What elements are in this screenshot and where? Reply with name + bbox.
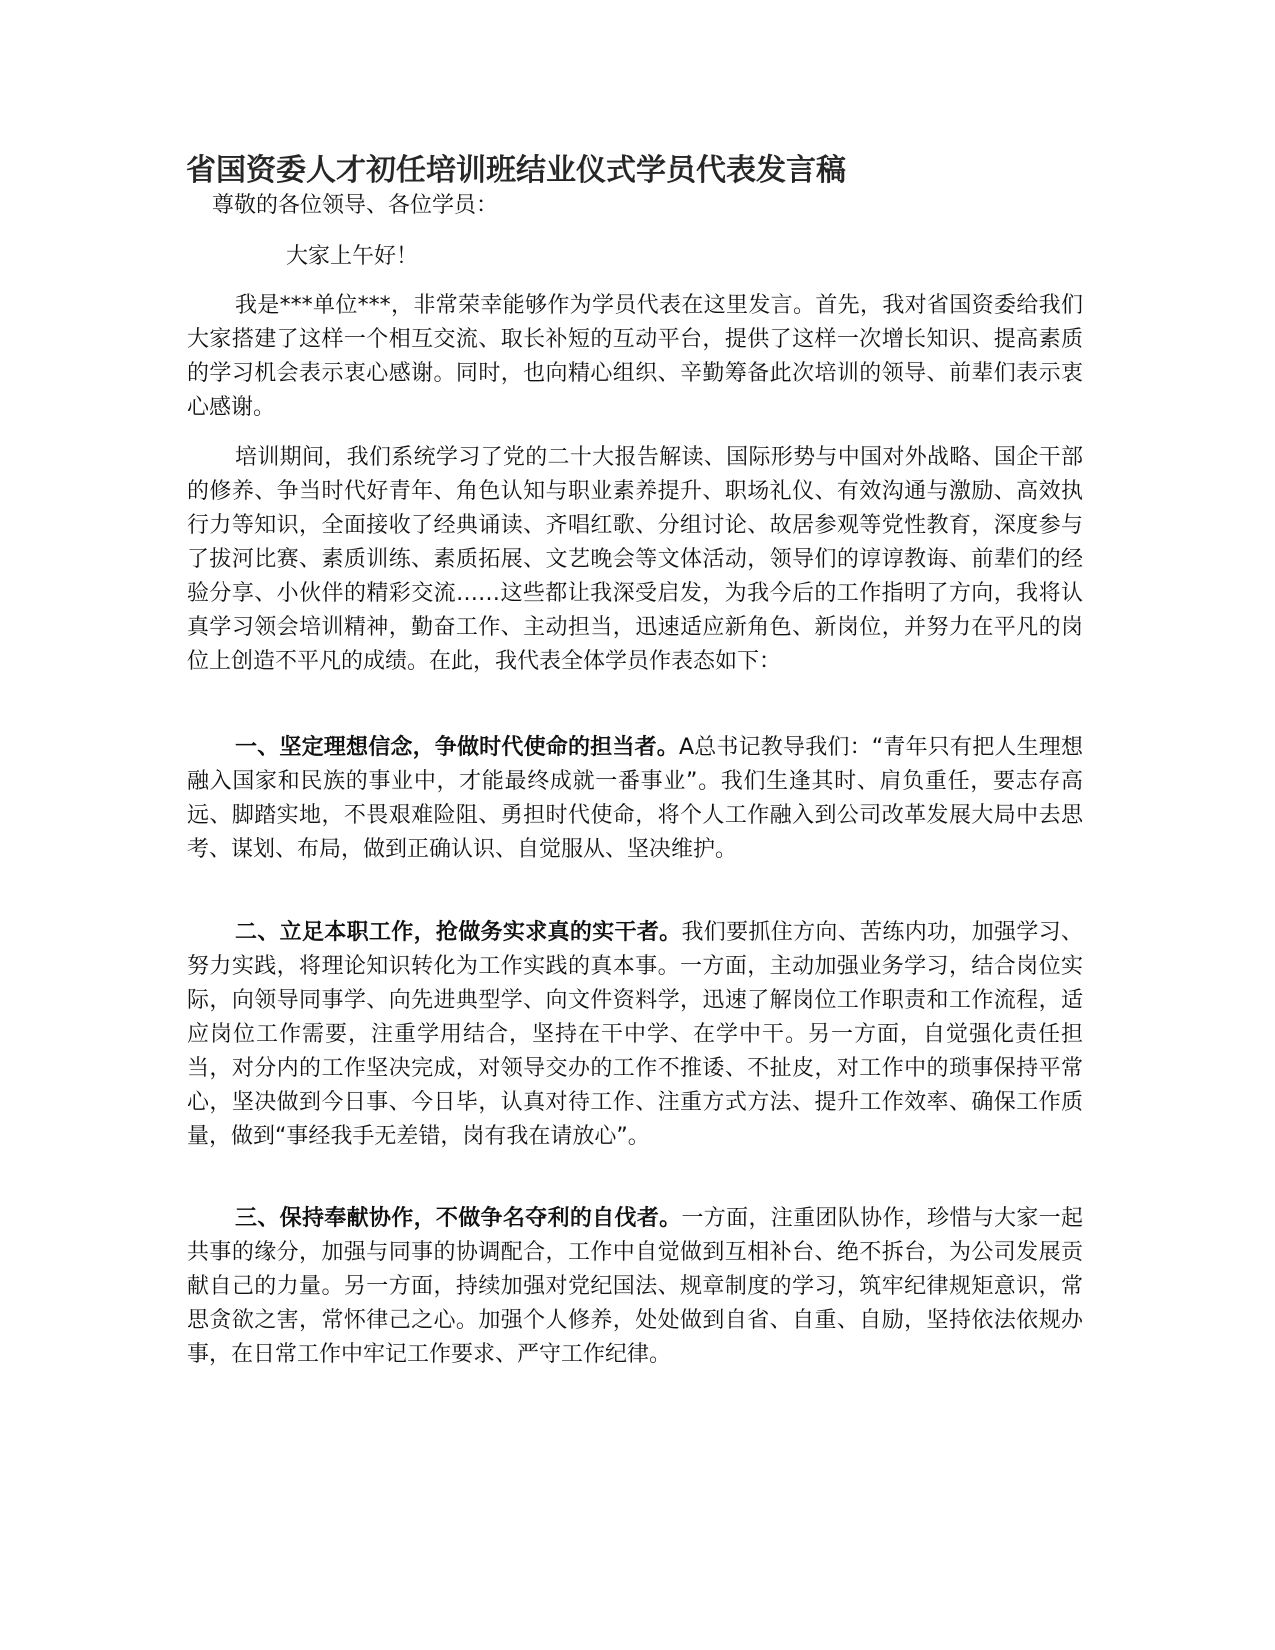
paragraph-intro xyxy=(187,289,1083,425)
paragraph-text: 培训期间，我们系统学习了党的二十大报告解读、国际形势与中国对外战略、国企干部的修养、争当时代好青年、角色认知与职业素养提升、职场礼仪、有效沟通与激励、高效执行力等知识，全面接收了经典诵读、齐唱红歌、分组讨论、故居参观等党性教育，深度参与了拔河比赛、素质训练、素质拓展、文艺晚会等文体活动，领导们的谆谆教诲、前辈们的经验分享、小伙伴的精彩交流……这些都让我深受启发，为我今后的工作指明了方向，我将认真学习领会培训精神，勤奋工作、主动担当，迅速适应新角色、新岗位，并努力在平凡的岗位上创造不平凡的成绩。在此，我代表全体学员作表态如下： xyxy=(187,445,1083,674)
paragraph-heading: 三、保持奉献协作，不做争名夺利的自伐者。 xyxy=(235,1206,682,1231)
paragraph-point-three xyxy=(187,1202,1083,1372)
paragraph-text: 我们要抓住方向、苦练内功，加强学习、努力实践，将理论知识转化为工作实践的真本事。一方面，主动加强业务学习，结合岗位实际，向领导同事学、向先进典型学、向文件资料学，迅速了解岗位工作职责和工作流程，适应岗位工作需要，注重学用结合，坚持在干中学、在学中干。另一方面，自觉强化责任担当，对分内的工作坚决完成，对领导交办的工作不推诿、不扯皮，对工作中的琐事保持平常心，坚决做到今日事、今日毕，认真对待工作、注重方式方法、提升工作效率、确保工作质量，做到“事经我手无差错，岗有我在请放心”。 xyxy=(187,920,1083,1149)
paragraph-training-summary xyxy=(187,441,1083,679)
paragraph-text: 我是***单位***，非常荣幸能够作为学员代表在这里发言。首先，我对省国资委给我们大家搭建了这样一个相互交流、取长补短的互动平台，提供了这样一次增长知识、提高素质的学习机会表示衷心感谢。同时，也向精心组织、辛勤筹备此次培训的领导、前辈们表示衷心感谢。 xyxy=(187,293,1083,420)
paragraph-point-two xyxy=(187,916,1083,1154)
greeting: 大家上午好！ xyxy=(286,244,419,269)
paragraph-text: A总书记教导我们：“青年只有把人生理想融入国家和民族的事业中，才能最终成就一番事业”。我们生逢其时、肩负重任，要志存高远、脚踏实地，不畏艰难险阻、勇担时代使命，将个人工作融入到公司改革发展大局中去思考、谋划、布局，做到正确认识、自觉服从、坚决维护。 xyxy=(187,735,1083,862)
paragraph-heading: 一、坚定理想信念，争做时代使命的担当者。 xyxy=(235,735,679,760)
salutation: 尊敬的各位领导、各位学员： xyxy=(212,193,499,218)
paragraph-point-one xyxy=(187,731,1083,867)
document-title: 省国资委人才初任培训班结业仪式学员代表发言稿 xyxy=(186,153,846,188)
paragraph-heading: 二、立足本职工作，抢做务实求真的实干者。 xyxy=(235,920,682,945)
paragraph-text: 一方面，注重团队协作，珍惜与大家一起共事的缘分，加强与同事的协调配合，工作中自觉做到互相补台、绝不拆台，为公司发展贡献自己的力量。另一方面，持续加强对党纪国法、规章制度的学习，筑牢纪律规矩意识，常思贪欲之害，常怀律己之心。加强个人修养，处处做到自省、自重、自励，坚持依法依规办事，在日常工作中牢记工作要求、严守工作纪律。 xyxy=(187,1206,1083,1367)
